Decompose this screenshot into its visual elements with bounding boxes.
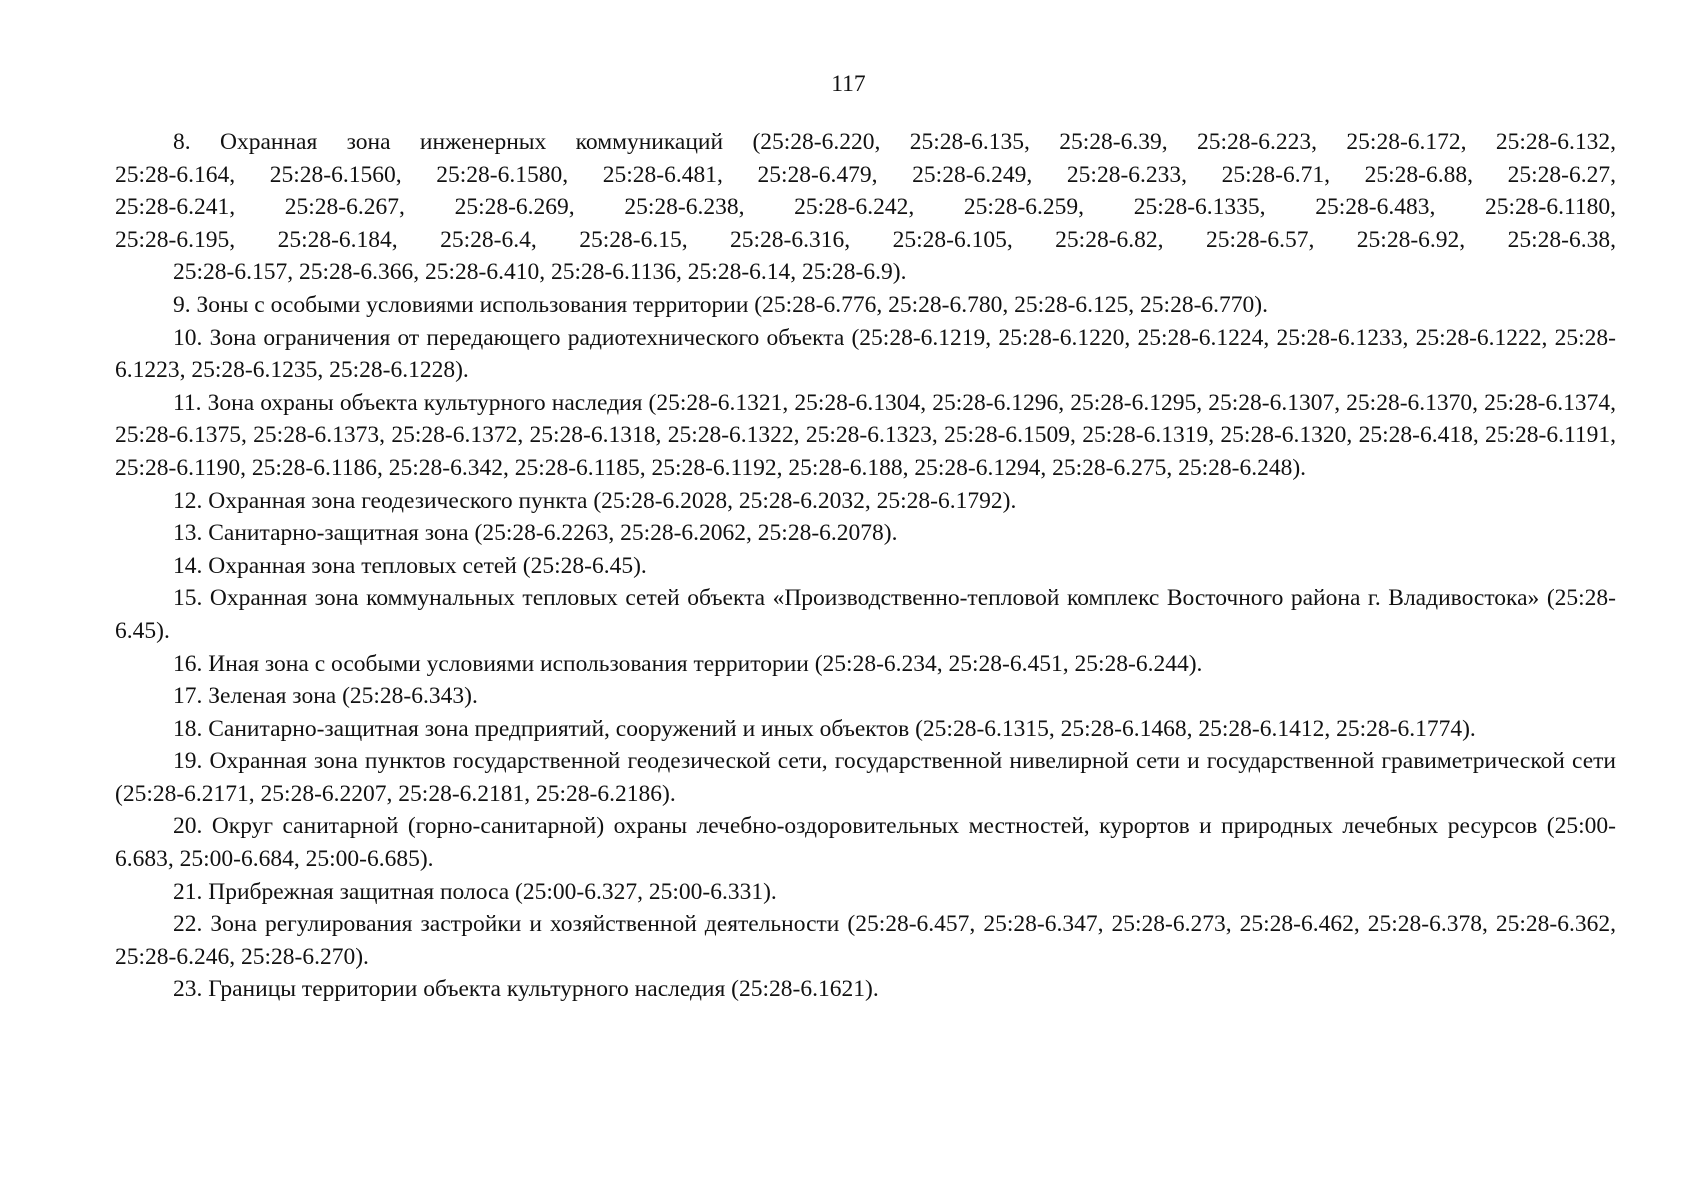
item-8-line-2: 25:28-6.164, 25:28-6.1560, 25:28-6.1580, 25:28-6.481, 25:28-6.479, 25:28-6.249, 25:28-6.233, 25:28-6.71, 25:28-6.88, 25:28-6.27, xyxy=(115,161,1616,188)
list-item-17: 17. Зеленая зона (25:28-6.343). xyxy=(173,683,478,710)
list-item-8 xyxy=(115,126,1616,289)
page-number: 117 xyxy=(831,71,866,97)
document-body xyxy=(115,126,1616,1006)
list-item-22: 22. Зона регулирования застройки и хозяйственной деятельности (25:28-6.457, 25:28-6.347, 25:28-6.273, 25:28-6.462, 25:28-6.378, 25:28-6.362, 25:28-6.246, 25:28-6.270). xyxy=(115,911,1616,970)
list-item-11: 11. Зона охраны объекта культурного наследия (25:28-6.1321, 25:28-6.1304, 25:28-6.1296, 25:28-6.1295, 25:28-6.1307, 25:28-6.1370, 25:28-6.1374, 25:28-6.1375, 25:28-6.1373, 25:28-6.1372, 25:28-6.1318, 25:28-6.1322, 25:28-6.1323, 25:28-6.1509, 25:28-6.1319, 25:28-6.1320, 25:28-6.418, 25:28-6.1191, 25:28-6.1190, 25:28-6.1186, 25:28-6.342, 25:28-6.1185, 25:28-6.1192, 25:28-6.188, 25:28-6.1294, 25:28-6.275, 25:28-6.248). xyxy=(115,389,1616,481)
list-item-13: 13. Санитарно-защитная зона (25:28-6.2263, 25:28-6.2062, 25:28-6.2078). xyxy=(173,520,898,547)
list-item-21: 21. Прибрежная защитная полоса (25:00-6.327, 25:00-6.331). xyxy=(173,878,777,905)
list-item-19: 19. Охранная зона пунктов государственной геодезической сети, государственной нивелирной сети и государственной гравиметрической сети (25:28-6.2171, 25:28-6.2207, 25:28-6.2181, 25:28-6.2186). xyxy=(115,748,1616,807)
list-item-14: 14. Охранная зона тепловых сетей (25:28-6.45). xyxy=(173,552,647,579)
list-item-16: 16. Иная зона с особыми условиями использования территории (25:28-6.234, 25:28-6.451, 25:28-6.244). xyxy=(173,650,1203,677)
list-item-10: 10. Зона ограничения от передающего радиотехнического объекта (25:28-6.1219, 25:28-6.1220, 25:28-6.1224, 25:28-6.1233, 25:28-6.1222, 25:28-6.1223, 25:28-6.1235, 25:28-6.1228). xyxy=(115,324,1616,384)
list-item-18: 18. Санитарно-защитная зона предприятий, сооружений и иных объектов (25:28-6.1315, 25:28-6.1468, 25:28-6.1412, 25:28-6.1774). xyxy=(173,715,1476,742)
item-8-line-3: 25:28-6.241, 25:28-6.267, 25:28-6.269, 25:28-6.238, 25:28-6.242, 25:28-6.259, 25:28-6.1335, 25:28-6.483, 25:28-6.1180, xyxy=(115,194,1616,221)
item-8-line-1: 8. Охранная зона инженерных коммуникаций (25:28-6.220, 25:28-6.135, 25:28-6.39, 25:28-6.223, 25:28-6.172, 25:28-6.132, xyxy=(173,129,1616,155)
list-item-15: 15. Охранная зона коммунальных тепловых сетей объекта «Производственно-тепловой комплекс Восточного района г. Владивостока» (25:28-6.45). xyxy=(115,585,1616,644)
list-item-20: 20. Округ санитарной (горно-санитарной) охраны лечебно-оздоровительных местностей, курортов и природных лечебных ресурсов (25:00-6.683, 25:00-6.684, 25:00-6.685). xyxy=(115,813,1616,873)
item-8-line-5: 25:28-6.157, 25:28-6.366, 25:28-6.410, 25:28-6.1136, 25:28-6.14, 25:28-6.9). xyxy=(173,259,907,286)
item-8-line-4: 25:28-6.195, 25:28-6.184, 25:28-6.4, 25:28-6.15, 25:28-6.316, 25:28-6.105, 25:28-6.82, 25:28-6.57, 25:28-6.92, 25:28-6.38, xyxy=(115,226,1616,253)
list-item-12: 12. Охранная зона геодезического пункта (25:28-6.2028, 25:28-6.2032, 25:28-6.1792). xyxy=(173,487,1017,514)
list-item-23: 23. Границы территории объекта культурного наследия (25:28-6.1621). xyxy=(173,976,879,1003)
list-item-9: 9. Зоны с особыми условиями использования территории (25:28-6.776, 25:28-6.780, 25:28-6.125, 25:28-6.770). xyxy=(173,291,1268,318)
